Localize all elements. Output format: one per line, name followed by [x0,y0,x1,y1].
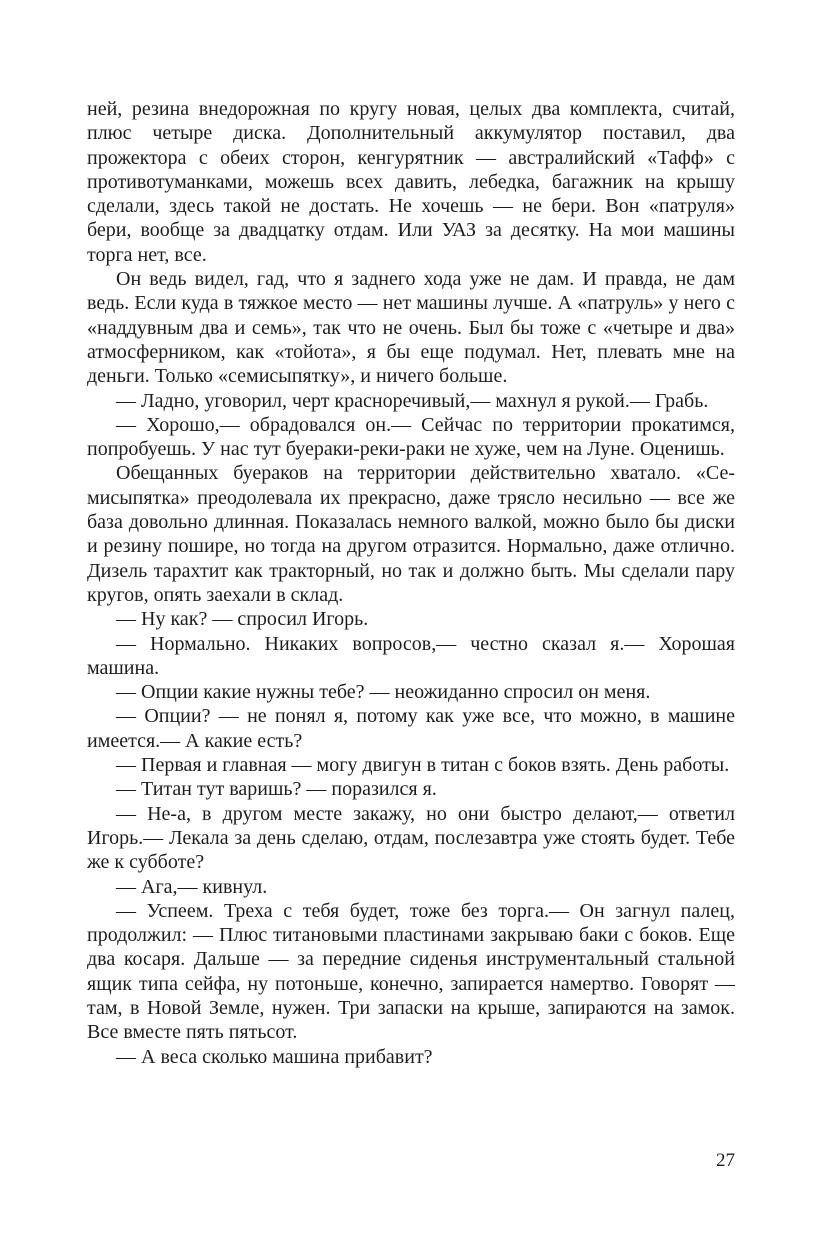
paragraph: — Титан тут варишь? — поразился я. [116,778,437,801]
page-number: 27 [716,1150,735,1171]
paragraph: — Нормально. Никаких вопросов,— честно сказал я.— Хорошая машина. [87,632,735,679]
paragraph: ней, резина внедорожная по кругу новая, целых два комплекта, считай, плюс четыре диска. Дополнительный аккумулятор поставил, два прожектора с обеих сторон, кенгурятник — австралийский «Тафф» с противотуманками, можешь всех давить, лебедка, багажник на крышу сделали, здесь такой не достать. Не хочешь — не бери. Вон «патруля» бери, вообще за двадцатку отдам. Или УАЗ за десятку. На мои машины торга нет, все. [87,98,735,266]
paragraph: — Хорошо,— обрадовался он.— Сейчас по территории прокатимся, попробуешь. У нас тут буераки-реки-раки не хуже, чем на Луне. Оценишь. [87,413,735,461]
paragraph: — Первая и главная — могу двигун в титан с боков взять. День работы. [116,754,730,777]
paragraph: Он ведь видел, гад, что я заднего хода уже не дам. И правда, не дам ведь. Если куда в тяжкое место — нет машины лучше. А «патруль» у него с «наддувным два и семь», так что не очень. Был бы тоже с «четыре и два» атмосферником, как «тойота», я бы еще подумал. Нет, плевать мне на деньги. Только «семисыпятку», и ничего больше. [87,268,735,388]
paragraph: — Ладно, уговорил, черт красноречивый,— махнул я рукой.— Грабь. [116,389,709,412]
paragraph: — Опции? — не понял я, потому как уже все, что можно, в машине имеется.— А какие есть? [87,705,735,752]
paragraph: — Ага,— кивнул. [116,875,268,898]
paragraph: — А веса сколько машина прибавит? [116,1045,433,1068]
paragraph: — Успеем. Треха с тебя будет, тоже без торга.— Он загнул палец, продолжил: — Плюс титановыми пластинами закрываю баки с боков. Еще два косаря. Дальше — за передние сиденья инструментальный стальной ящик типа сейфа, ну потоньше, конечно, запирается намертво. Говорят — там, в Новой Земле, нужен. Три запаски на крыше, запираются на замок. Все вместе пять пятьсот. [87,899,735,1044]
paragraph: — Ну как? — спросил Игорь. [116,608,369,631]
paragraph: — Не-а, в другом месте закажу, но они быстро делают,— ответил Игорь.— Лекала за день сделаю, отдам, послезавтра уже стоять будет. Тебе же к субботе? [87,802,735,874]
page-text [87,97,735,1069]
paragraph: Обещанных буераков на территории действительно хватало. «Семисыпятка» преодолевала их прекрасно, даже трясло несильно — все же база довольно длинная. Показалась немного валкой, можно было бы диски и резину пошире, но тогда на другом отразится. Нормально, даже отлично. Дизель тарахтит как тракторный, но так и должно быть. Мы сделали пару кругов, опять заехали в склад. [87,462,735,606]
paragraph: — Опции какие нужны тебе? — неожиданно спросил он меня. [116,681,651,704]
